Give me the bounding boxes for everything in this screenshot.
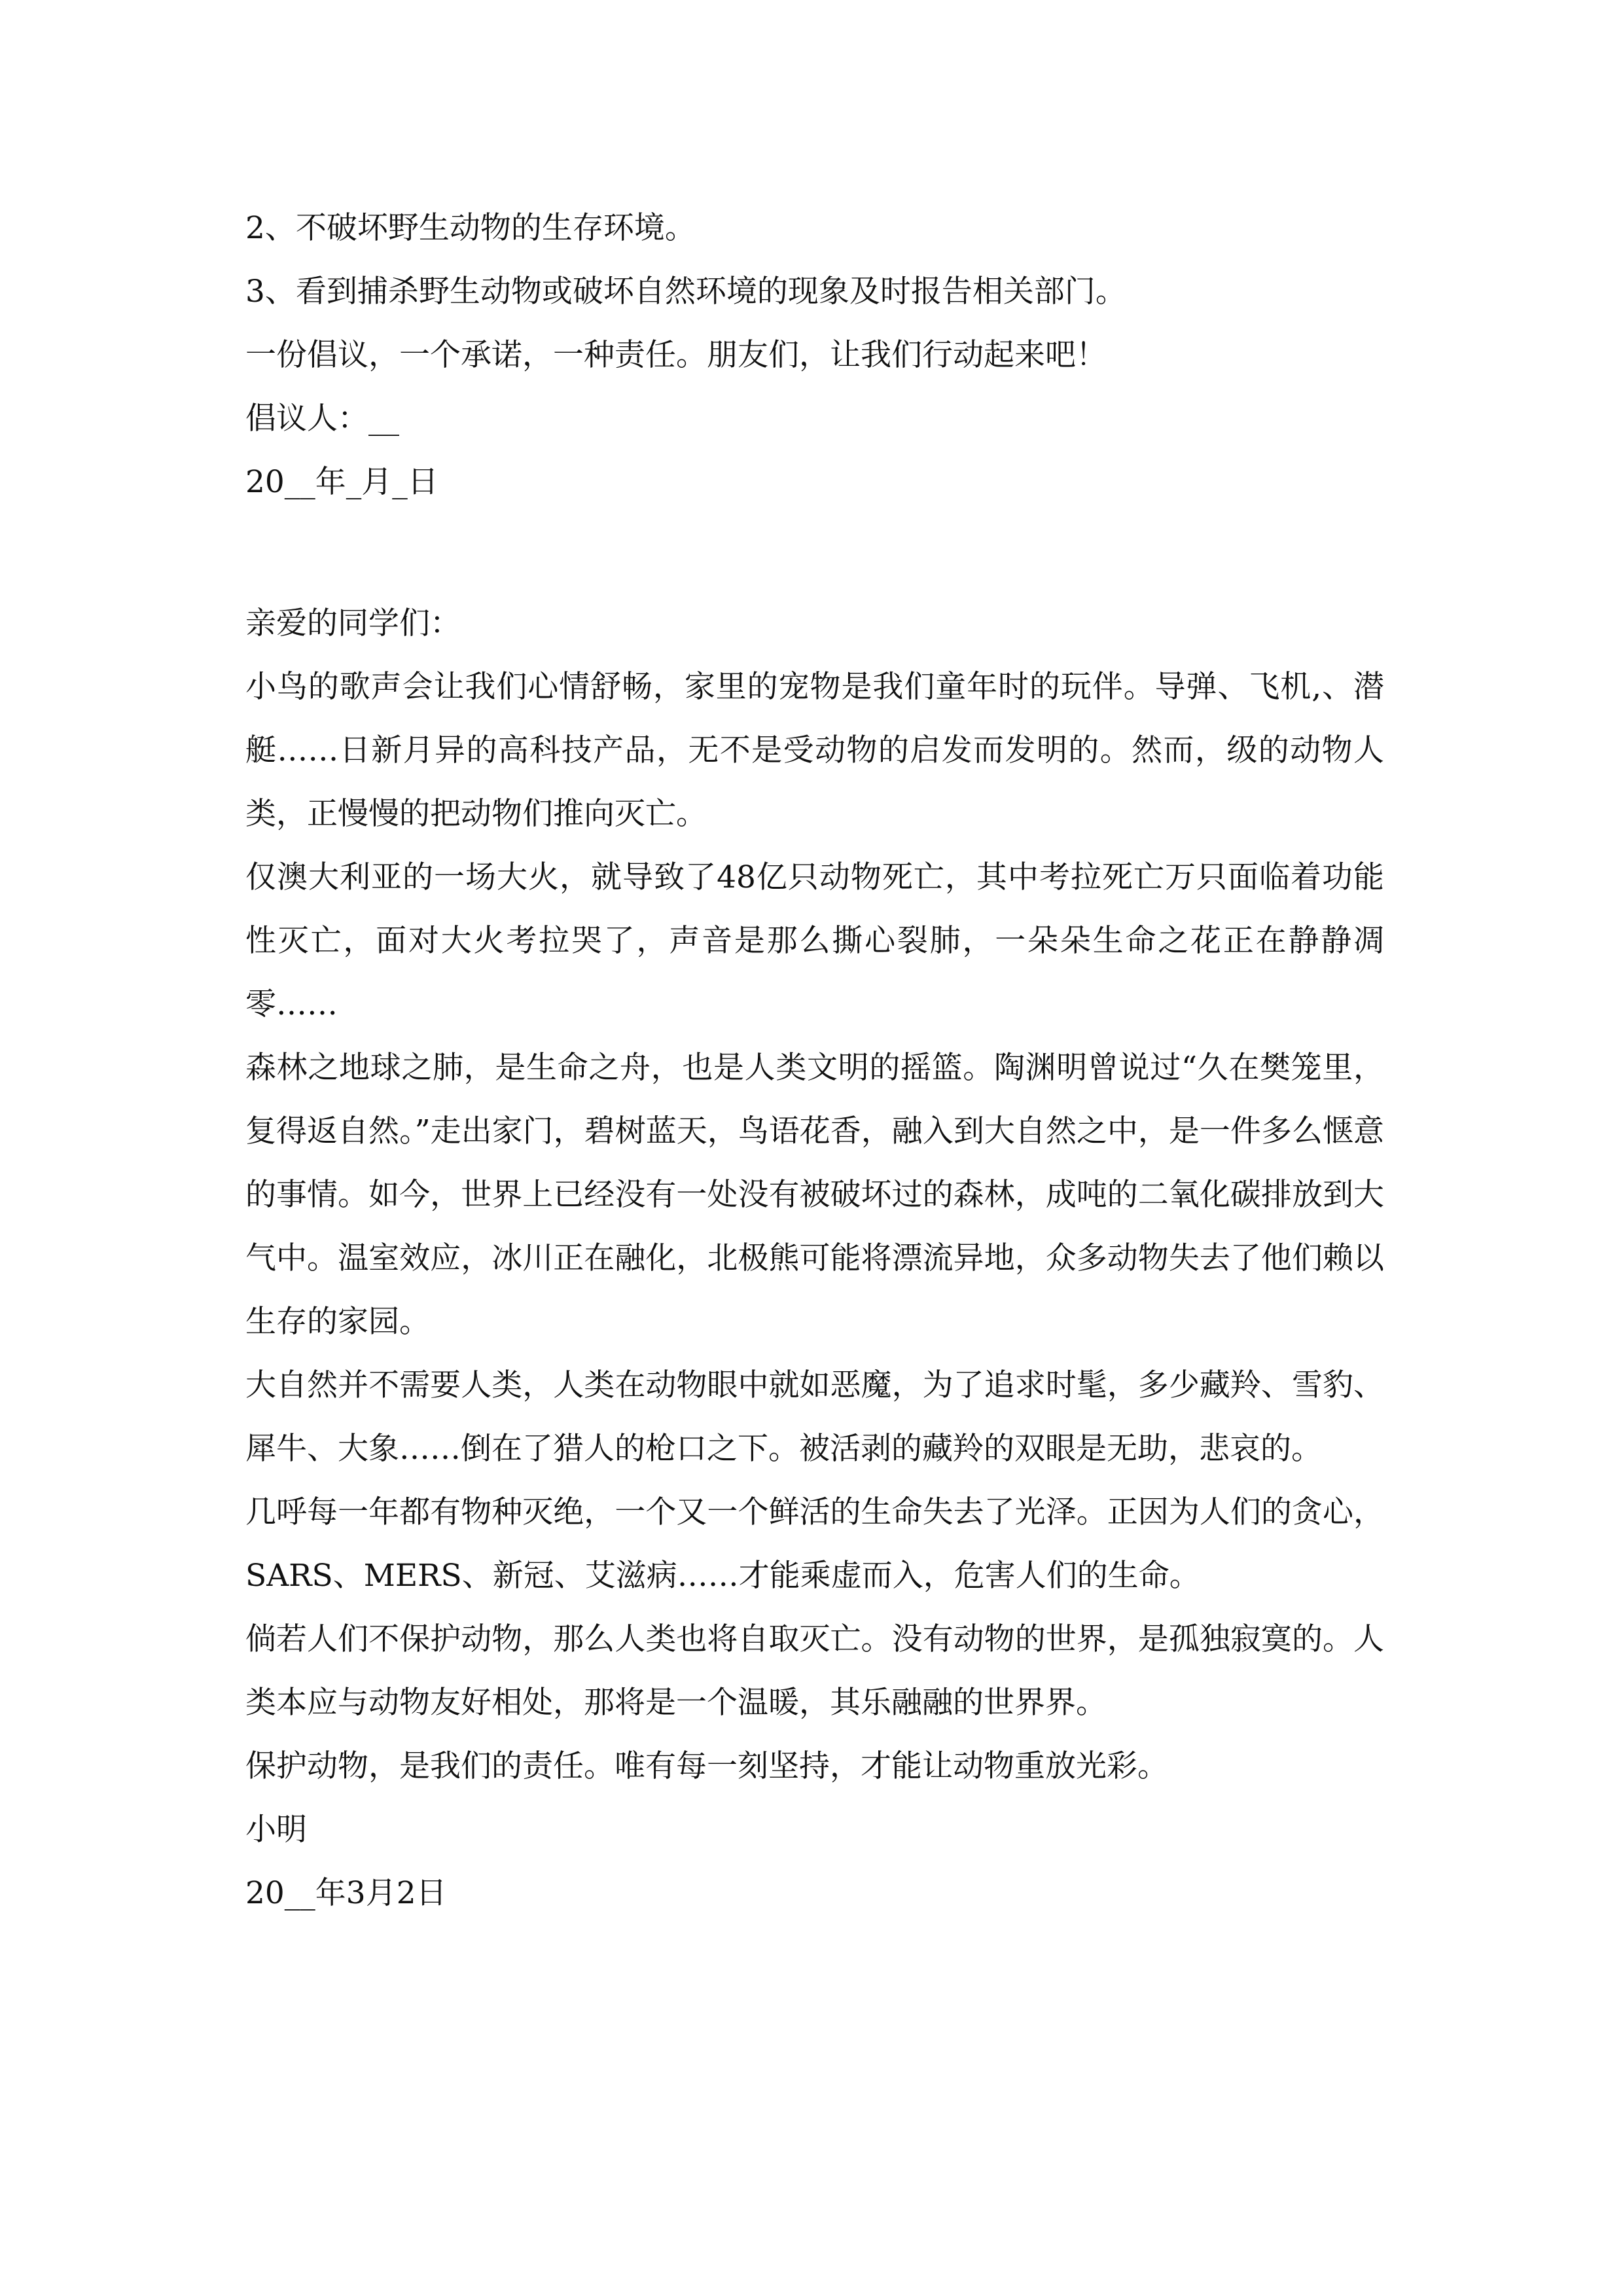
letter-paragraph-3: 森林之地球之肺，是生命之舟，也是人类文明的摇篮。陶渊明曾说过“久在樊笼里，复得返自然。”走出家门，碧树蓝天，鸟语花香，融入到大自然之中，是一件多么惬意的事情。如今，世界上已经没有一处没有被破坏过的森林，成吨的二氧化碳排放到大气中。温室效应，冰川正在融化，北极熊可能将漂流异地，众多动物失去了他们赖以生存的家园。 [245,1050,1384,1340]
letter-paragraph-7: 保护动物，是我们的责任。唯有每一刻坚持，才能让动物重放光彩。 [245,1748,1168,1784]
proposal-date: 20__年_月_日 [245,464,438,500]
letter-date: 20__年3月2日 [245,1875,447,1911]
letter-paragraph-5: 几呼每一年都有物种灭绝，一个又一个鲜活的生命失去了光泽。正因为人们的贪心，SARS、MERS、新冠、艾滋病……才能乘虚而入，危害人们的生命。 [245,1494,1384,1594]
document-body [245,196,1384,1925]
proposal-item-3: 3、看到捕杀野生动物或破坏自然环境的现象及时报告相关部门。 [245,274,1126,310]
proposer-line: 倡议人：__ [245,401,399,437]
letter-paragraph-2: 仅澳大利亚的一场大火，就导致了48亿只动物死亡，其中考拉死亡万只面临着功能性灭亡，面对大火考拉哭了，声音是那么撕心裂肺，一朵朵生命之花正在静静凋零…… [245,859,1384,1022]
letter-signature: 小明 [245,1812,307,1848]
proposal-closing: 一份倡议，一个承诺，一种责任。朋友们，让我们行动起来吧！ [245,337,1107,373]
letter-paragraph-6: 倘若人们不保护动物，那么人类也将自取灭亡。没有动物的世界，是孤独寂寞的。人类本应与动物友好相处，那将是一个温暖，其乐融融的世界界。 [245,1621,1384,1721]
proposal-item-2: 2、不破坏野生动物的生存环境。 [245,210,696,246]
letter-paragraph-4: 大自然并不需要人类，人类在动物眼中就如恶魔，为了追求时髦，多少藏羚、雪豹、犀牛、大象……倒在了猎人的枪口之下。被活剥的藏羚的双眼是无助，悲哀的。 [245,1367,1384,1467]
letter-greeting: 亲爱的同学们： [245,605,461,641]
section-gap [245,514,1384,592]
letter-paragraph-1: 小鸟的歌声会让我们心情舒畅，家里的宠物是我们童年时的玩伴。导弹、飞机,、潜艇……日新月异的高科技产品，无不是受动物的启发而发明的。然而，级的动物人类，正慢慢的把动物们推向灭亡。 [245,669,1384,832]
